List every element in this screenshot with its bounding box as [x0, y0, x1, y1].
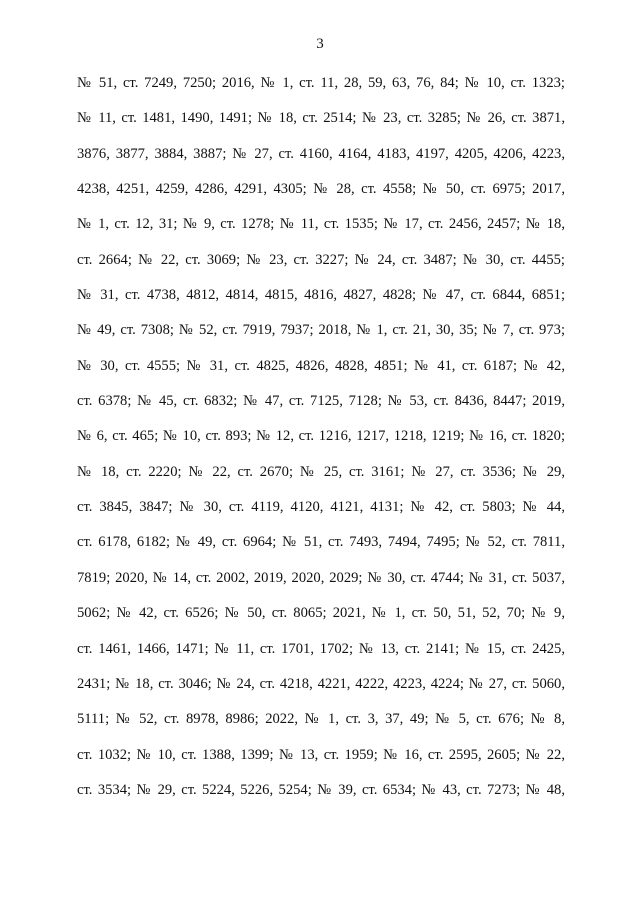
document-body-text	[77, 71, 565, 813]
text-line: № 6, ст. 465; № 10, ст. 893; № 12, ст. 1216, 1217, 1218, 1219; № 16, ст. 1820;	[77, 428, 565, 445]
text-line: № 30, ст. 4555; № 31, ст. 4825, 4826, 4828, 4851; № 41, ст. 6187; № 42,	[77, 357, 565, 374]
text-line: 5111; № 52, ст. 8978, 8986; 2022, № 1, ст. 3, 37, 49; № 5, ст. 676; № 8,	[77, 711, 565, 728]
text-line: ст. 3845, 3847; № 30, ст. 4119, 4120, 4121, 4131; № 42, ст. 5803; № 44,	[77, 499, 565, 516]
text-line: ст. 6178, 6182; № 49, ст. 6964; № 51, ст. 7493, 7494, 7495; № 52, ст. 7811,	[77, 534, 565, 551]
text-line: 3876, 3877, 3884, 3887; № 27, ст. 4160, 4164, 4183, 4197, 4205, 4206, 4223,	[77, 145, 565, 162]
text-line: № 49, ст. 7308; № 52, ст. 7919, 7937; 2018, № 1, ст. 21, 30, 35; № 7, ст. 973;	[77, 322, 565, 339]
text-line: ст. 1461, 1466, 1471; № 11, ст. 1701, 1702; № 13, ст. 2141; № 15, ст. 2425,	[77, 640, 565, 657]
text-line: 7819; 2020, № 14, ст. 2002, 2019, 2020, 2029; № 30, ст. 4744; № 31, ст. 5037,	[77, 569, 565, 586]
page-number: 3	[316, 36, 324, 52]
text-line: 5062; № 42, ст. 6526; № 50, ст. 8065; 2021, № 1, ст. 50, 51, 52, 70; № 9,	[77, 605, 565, 622]
text-line: № 18, ст. 2220; № 22, ст. 2670; № 25, ст. 3161; № 27, ст. 3536; № 29,	[77, 463, 565, 480]
text-line: ст. 6378; № 45, ст. 6832; № 47, ст. 7125, 7128; № 53, ст. 8436, 8447; 2019,	[77, 393, 565, 410]
text-line: ст. 1032; № 10, ст. 1388, 1399; № 13, ст. 1959; № 16, ст. 2595, 2605; № 22,	[77, 746, 565, 763]
text-line: ст. 2664; № 22, ст. 3069; № 23, ст. 3227; № 24, ст. 3487; № 30, ст. 4455;	[77, 251, 565, 268]
text-line: 2431; № 18, ст. 3046; № 24, ст. 4218, 4221, 4222, 4223, 4224; № 27, ст. 5060,	[77, 675, 565, 692]
text-line: № 11, ст. 1481, 1490, 1491; № 18, ст. 2514; № 23, ст. 3285; № 26, ст. 3871,	[77, 110, 565, 127]
text-line: 4238, 4251, 4259, 4286, 4291, 4305; № 28, ст. 4558; № 50, ст. 6975; 2017,	[77, 181, 565, 198]
text-line: № 31, ст. 4738, 4812, 4814, 4815, 4816, 4827, 4828; № 47, ст. 6844, 6851;	[77, 287, 565, 304]
text-line: № 51, ст. 7249, 7250; 2016, № 1, ст. 11, 28, 59, 63, 76, 84; № 10, ст. 1323;	[77, 75, 565, 91]
text-line: ст. 3534; № 29, ст. 5224, 5226, 5254; № 39, ст. 6534; № 43, ст. 7273; № 48,	[77, 781, 565, 798]
text-line: № 1, ст. 12, 31; № 9, ст. 1278; № 11, ст. 1535; № 17, ст. 2456, 2457; № 18,	[77, 216, 565, 233]
